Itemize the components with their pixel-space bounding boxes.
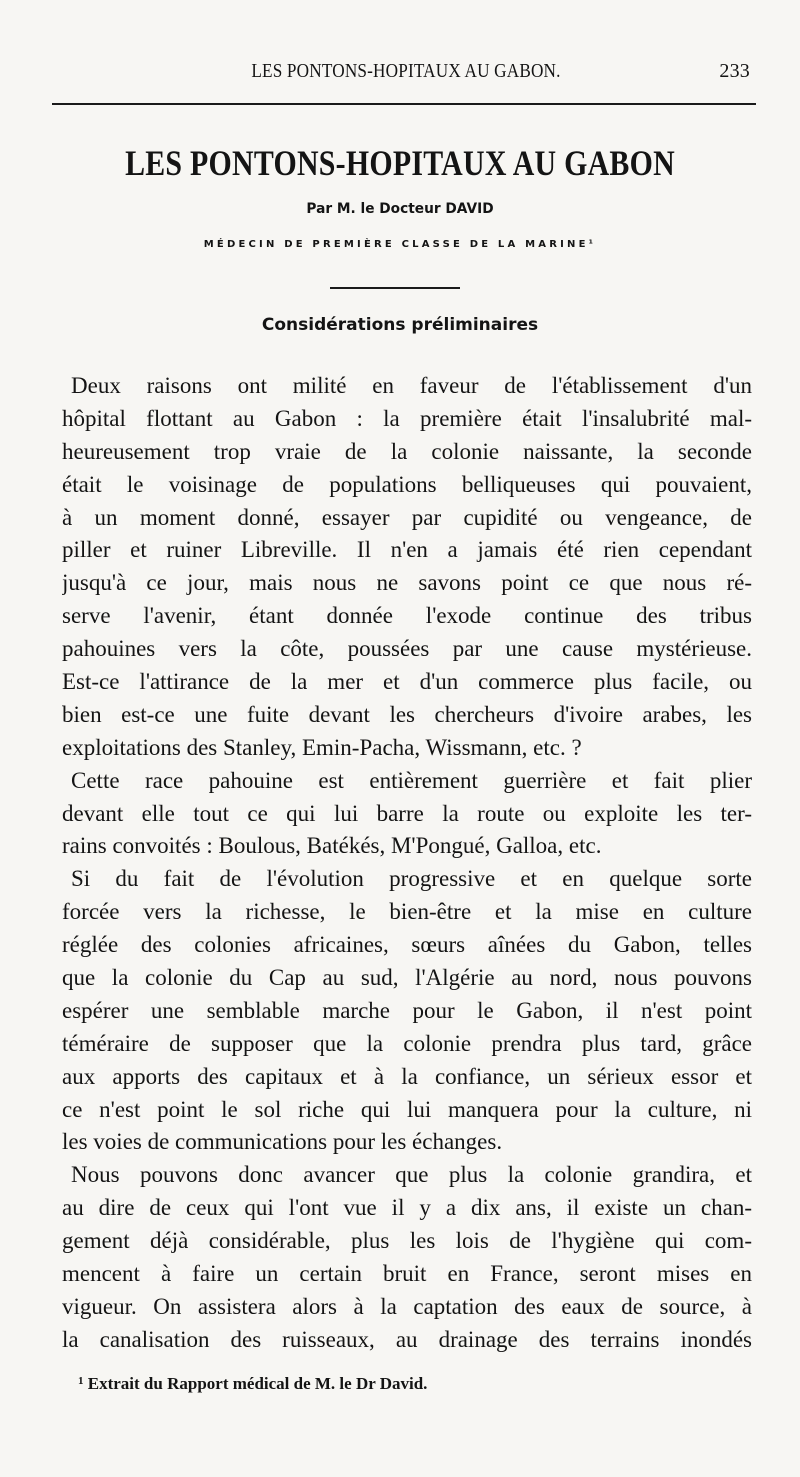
text-line: à un moment donné, essayer par cupidité ou vengeance, de: [62, 504, 752, 530]
text-line: serve l'avenir, étant donnée l'exode continue des tribus: [62, 603, 752, 629]
text-line: les voies de communications pour les échanges.: [62, 1129, 503, 1155]
text-line: forcée vers la richesse, le bien-être et la mise en culture: [62, 899, 752, 925]
text-line: vigueur. On assistera alors à la captation des eaux de source, à: [62, 1293, 752, 1319]
text-line: hôpital flottant au Gabon : la première était l'insalubrité mal-: [62, 405, 752, 431]
footnote-text: Extrait du Rapport médical de M. le Dr David.: [87, 1374, 428, 1393]
running-head-title: LES PONTONS-HOPITAUX AU GABON.: [251, 59, 561, 82]
footnote: [78, 1374, 427, 1394]
text-line: heureusement trop vraie de la colonie naissante, la seconde: [62, 438, 752, 464]
text-line: espérer une semblable marche pour le Gabon, il n'est point: [62, 997, 752, 1023]
title-separator-rule: [330, 287, 460, 289]
text-line: ce n'est point le sol riche qui lui manquera pour la culture, ni: [62, 1096, 752, 1122]
text-line: au dire de ceux qui l'ont vue il y a dix ans, il existe un chan-: [62, 1195, 752, 1221]
section-heading: Considérations préliminaires: [261, 315, 539, 335]
body-text: [62, 370, 752, 1357]
footnote-marker: 1: [78, 1375, 84, 1387]
text-line: devant elle tout ce qui lui barre la route ou exploite les ter-: [62, 800, 752, 826]
header-rule: [52, 103, 756, 105]
author-byline: Par M. le Docteur DAVID: [306, 201, 494, 217]
text-line: que la colonie du Cap au sud, l'Algérie au nord, nous pouvons: [62, 965, 752, 991]
text-line: Cette race pahouine est entièrement guerrière et fait plier: [71, 767, 752, 793]
text-line: téméraire de supposer que la colonie prendra plus tard, grâce: [62, 1030, 752, 1056]
text-line: rains convoités : Boulous, Batékés, M'Pongué, Galloa, etc.: [62, 833, 602, 859]
running-head: [60, 56, 752, 86]
text-line: mencent à faire un certain bruit en France, seront mises en: [62, 1261, 752, 1287]
page-number: 233: [719, 59, 750, 82]
text-line: gement déjà considérable, plus les lois de l'hygiène qui com-: [62, 1228, 752, 1254]
text-line: Si du fait de l'évolution progressive et en quelque sorte: [71, 866, 752, 892]
author-rank: MÉDECIN DE PREMIÈRE CLASSE DE LA MARINE¹: [203, 239, 597, 250]
text-line: Nous pouvons donc avancer que plus la colonie grandira, et: [71, 1162, 752, 1188]
text-line: pahouines vers la côte, poussées par une cause mystérieuse.: [62, 636, 752, 662]
text-line: bien est-ce une fuite devant les chercheurs d'ivoire arabes, les: [62, 701, 752, 727]
article-title: LES PONTONS-HOPITAUX AU GABON: [125, 143, 675, 183]
text-line: aux apports des capitaux et à la confiance, un sérieux essor et: [62, 1063, 752, 1089]
text-line: était le voisinage de populations belliqueuses qui pouvaient,: [62, 471, 752, 497]
text-line: Est-ce l'attirance de la mer et d'un commerce plus facile, ou: [62, 669, 752, 695]
text-line: la canalisation des ruisseaux, au drainage des terrains inondés: [62, 1326, 752, 1352]
text-line: jusqu'à ce jour, mais nous ne savons point ce que nous ré-: [62, 570, 752, 596]
text-line: réglée des colonies africaines, sœurs aînées du Gabon, telles: [62, 932, 752, 958]
text-line: exploitations des Stanley, Emin-Pacha, Wissmann, etc. ?: [62, 734, 582, 760]
text-line: piller et ruiner Libreville. Il n'en a jamais été rien cependant: [62, 537, 752, 563]
text-line: Deux raisons ont milité en faveur de l'établissement d'un: [71, 373, 752, 398]
